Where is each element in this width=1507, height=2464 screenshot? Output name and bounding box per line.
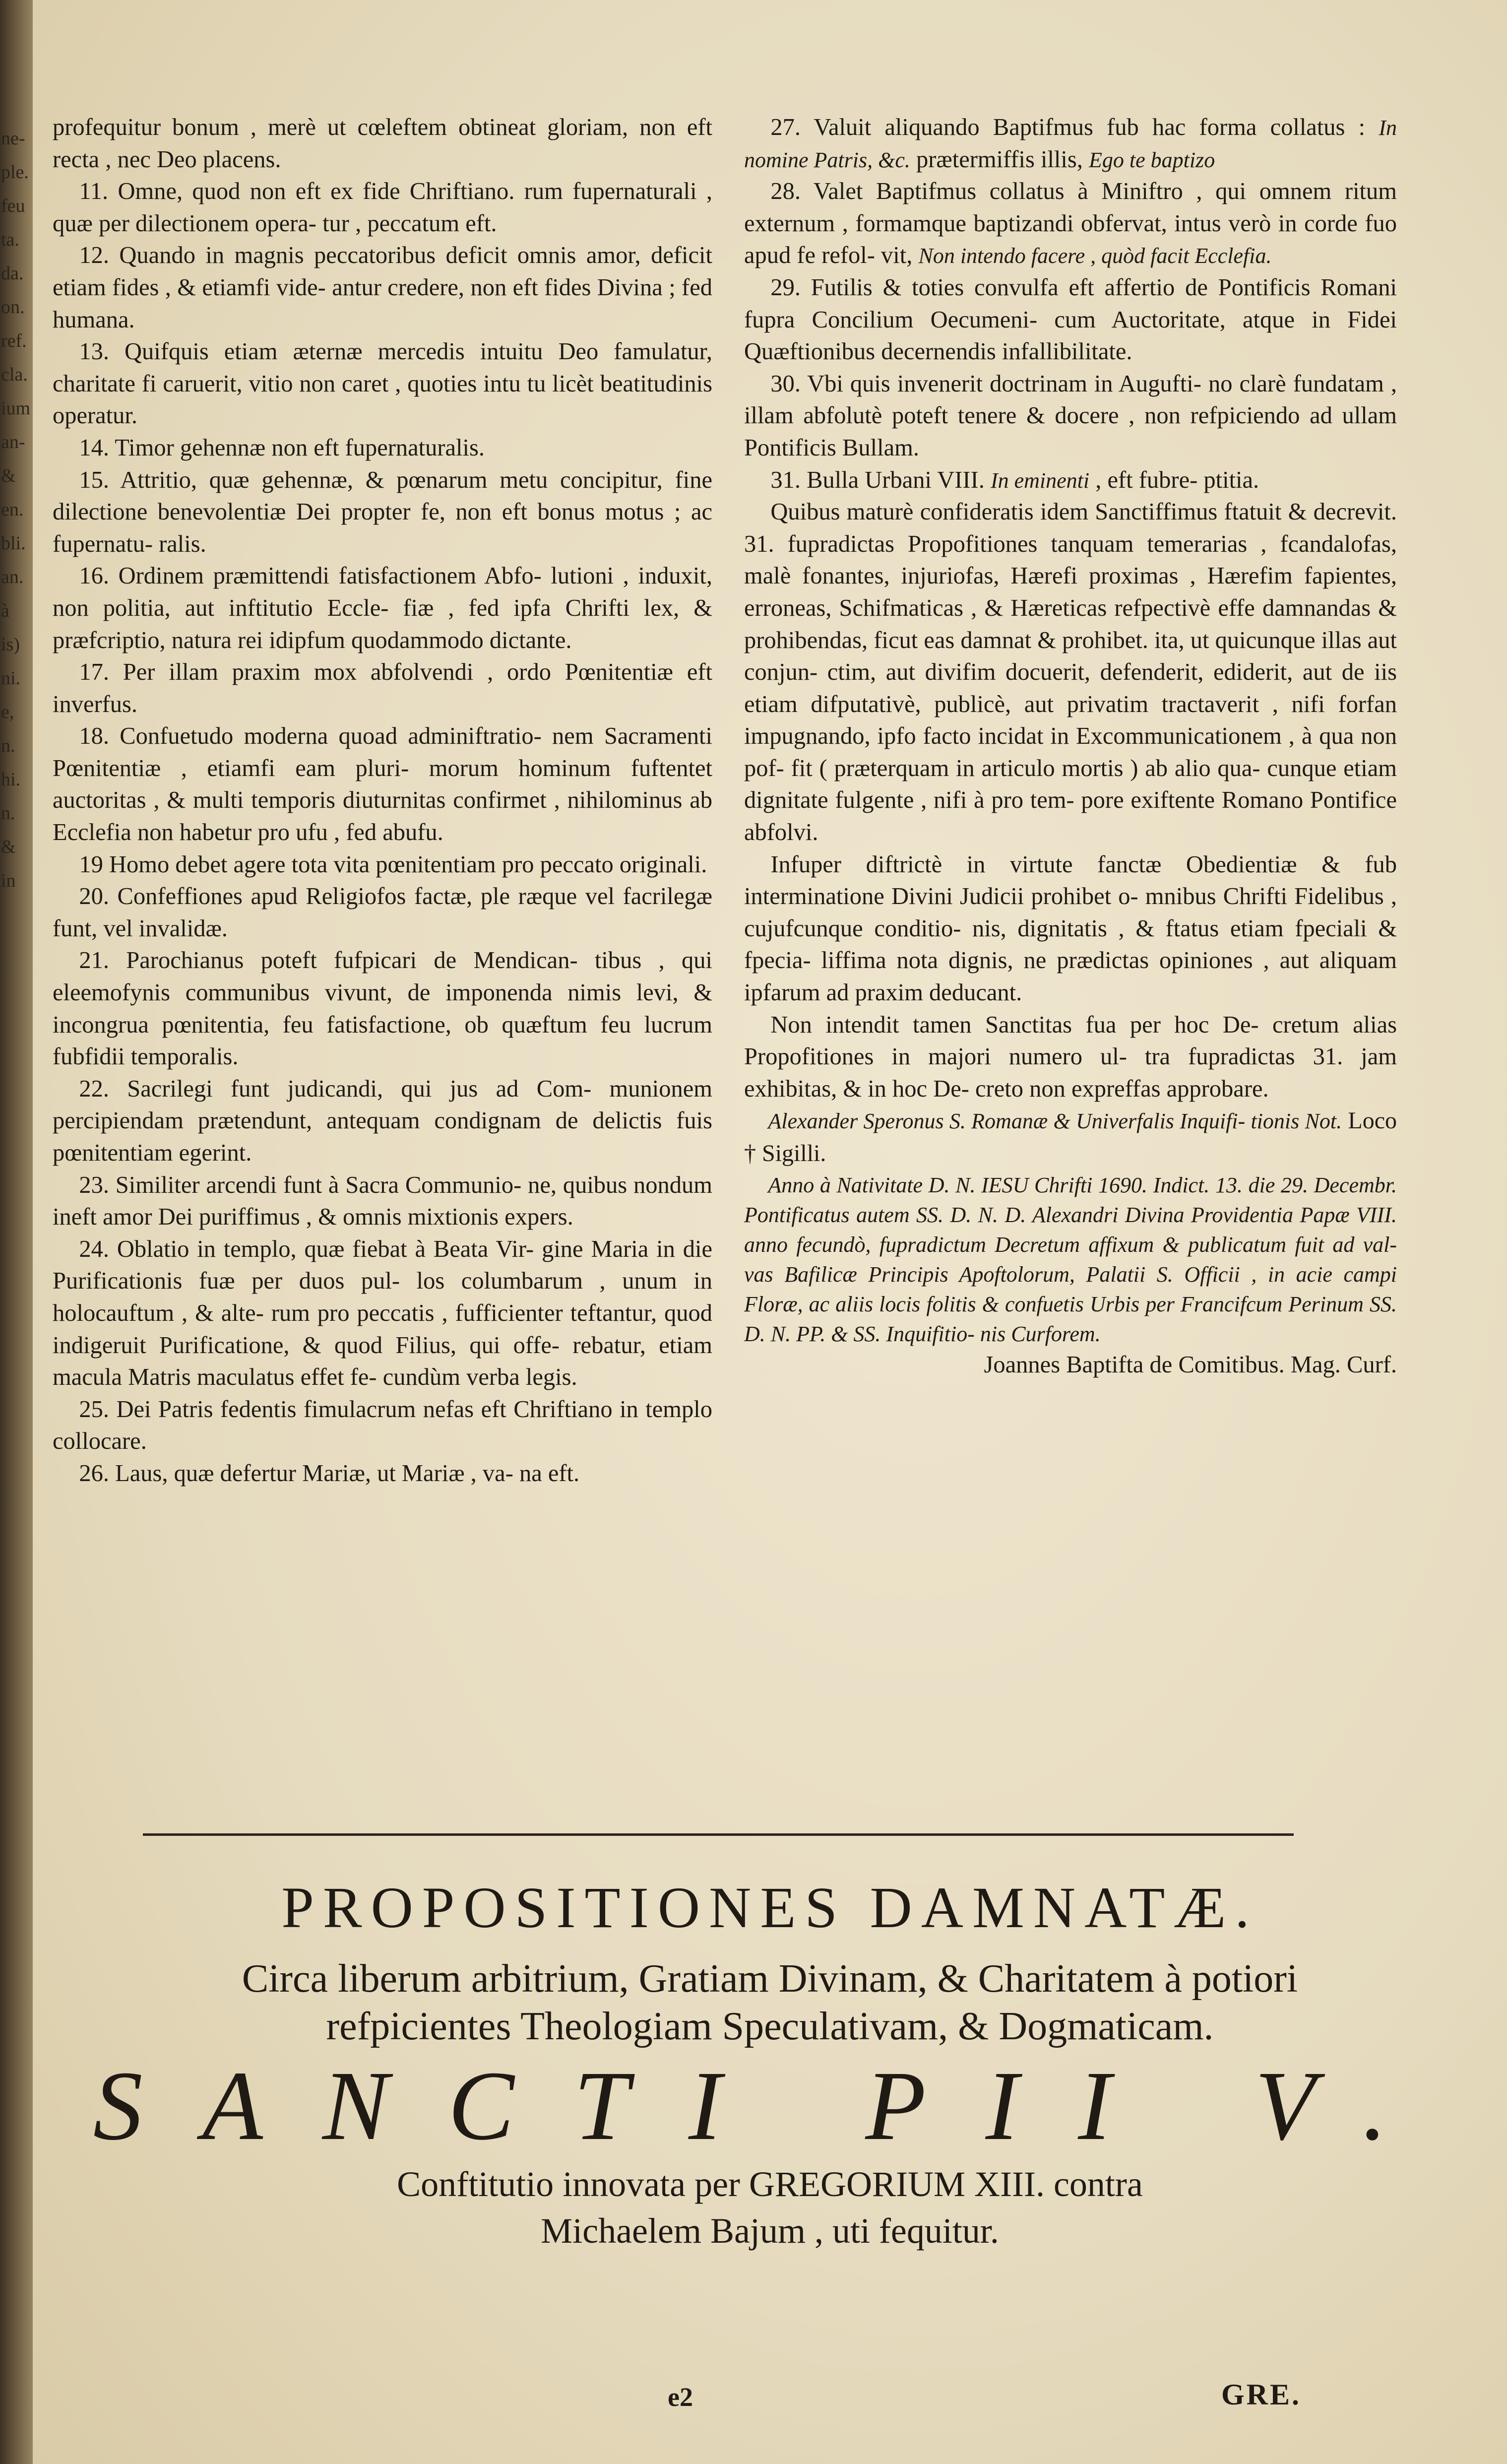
proposition-paragraph: 24. Oblatio in templo, quæ fiebat à Beata Vir- gine Maria in die Purificationis fuæ per duos pul- los columbarum , unum in holocauftum , & alte- rum pro peccatis , fufficienter teftantur, quod indigeruit Purificatione, & quod Filius, qui offe- rebatur, etiam macula Matris maculatus effet fe- cundùm verba legis. [53, 1235, 712, 1391]
proposition-paragraph: 19 Homo debet agere tota vita pœnitentiam pro peccato originali. [79, 851, 707, 878]
decree-paragraph: Quibus maturè confideratis idem Sanctiffimus ftatuit & decrevit. 31. fupradictas Propofitiones tanquam temerarias , fcandalofas, malè fonantes, injuriofas, Hærefi proximas , Hærefim fapientes, erroneas, Schifmaticas , & Hæreticas refpectivè effe damnandas & prohibendas, ficut eas damnat & prohibet. ita, ut quicunque illas aut conjun- ctim, aut divifim docuerit, defenderit, ediderit, aut de iis etiam difputativè, publicè, aut privatim tractaverit , nifi forfan impugnando, ipfo facto incidat in Excommunicationem , à qua non pof- fit ( præterquam in articulo mortis ) ab alio qua- cunque etiam dignitate fulgente , nifi à pro tem- pore exiftente Romano Pontifice abfolvi. [744, 499, 1397, 846]
margin-fragment: à [1, 600, 9, 621]
margin-fragment: e, [1, 702, 14, 722]
margin-fragment: is) [1, 634, 20, 655]
proposition-paragraph: 16. Ordinem præmittendi fatisfactionem Abfo- lutioni , induxit, non politia, aut inftitutio Eccle- fiæ , fed ipfa Chrifti lex, & præfcriptio, natura rei idipfum quodammodo dictante. [53, 563, 712, 653]
section-divider [143, 1833, 1294, 1836]
margin-fragment: ium [1, 398, 31, 419]
proposition-paragraph: 14. Timor gehennæ non eft fupernaturalis. [79, 434, 485, 461]
margin-fragment: hi. [1, 769, 21, 790]
catchword: GRE. [1221, 2378, 1302, 2411]
proposition-paragraph: 13. Quifquis etiam æternæ mercedis intuitu Deo famulatur, charitate fi caruerit, vitio non caret , quoties intu tu licèt beatitudinis operatur. [53, 338, 712, 429]
previous-page-margin [0, 0, 33, 2464]
prohibition-paragraph: Infuper diftrictè in virtute fanctæ Obedientiæ & fub interminatione Divini Judicii prohibet o- mnibus Chrifti Fidelibus , cujufcunque conditio- nis, dignitatis , & ftatus etiam fpeciali & fpecia- liffima nota dignis, ne prædictas opiniones , aut aliquam ipfarum ad praxim deducant. [744, 851, 1397, 1006]
margin-fragment: ta. [1, 229, 19, 250]
proposition-31: 31. Bulla Urbani VIII. In eminenti , eft fubre- ptitia. [770, 466, 1259, 493]
margin-fragment: & [1, 837, 16, 857]
proposition-paragraph: 20. Confeffiones apud Religiofos factæ, ple ræque vel facrilegæ funt, vel invalidæ. [53, 883, 712, 942]
proposition-28: 28. Valet Baptifmus collatus à Miniftro , qui omnem ritum externum , formamque baptizandi obfervat, intus verò in corde fuo apud fe refol- vit, Non intendo facere , quòd facit Ecclefia. [744, 178, 1397, 269]
cursor-signature: Joannes Baptifta de Comitibus. Mag. Curf. [984, 1351, 1397, 1378]
margin-fragment: en. [1, 499, 24, 520]
margin-fragment: bli. [1, 533, 26, 554]
proposition-29: 29. Futilis & toties convulfa eft affertio de Pontificis Romani fupra Concilium Oecumeni- cum Auctoritate, atque in Fidei Quæftionibus decernendis infallibilitate. [744, 274, 1397, 365]
proposition-paragraph: 26. Laus, quæ defertur Mariæ, ut Mariæ , va- na eft. [79, 1460, 580, 1487]
proposition-paragraph: profequitur bonum , merè ut cœleftem obtineat gloriam, non eft recta , nec Deo placens. [53, 114, 712, 173]
margin-fragment: an- [1, 432, 25, 453]
margin-fragment: ne- [1, 128, 25, 149]
margin-fragment: cla. [1, 364, 28, 385]
margin-fragment: in [1, 870, 16, 891]
left-column [53, 112, 712, 1490]
pope-heading: SANCTI PII V. [93, 2051, 1447, 2161]
margin-fragment: ple. [1, 162, 29, 183]
notary-signature: Alexander Speronus S. Romanæ & Univerfalis Inquifi- tionis Not. Loco † Sigilli. [744, 1107, 1397, 1167]
publication-date-block: Anno à Nativitate D. N. IESU Chrifti 1690. Indict. 13. die 29. Decembr. Pontificatus autem SS. D. N. D. Alexandri Divina Providentia Papæ VIII. anno fecundò, fupradictum Decretum affixum & publicatum fuit ad val- vas Bafilicæ Principis Apoftolorum, Palatii S. Officii , in acie campi Floræ, ac aliis locis folitis & confuetis Urbis per Francifcum Perinum SS. D. N. PP. & SS. Inquifitio- nis Curforem. [744, 1172, 1397, 1346]
margin-fragment: on. [1, 297, 25, 318]
section-title: PROPOSITIONES DAMNATÆ. [281, 1875, 1258, 1940]
page [33, 0, 1507, 2464]
margin-fragment: n. [1, 735, 15, 756]
margin-fragment: & [1, 465, 16, 486]
proposition-27: 27. Valuit aliquando Baptifmus fub hac forma collatus : In nomine Patris, &c. prætermiffis illis, Ego te baptizo [744, 114, 1397, 173]
proposition-paragraph: 18. Confuetudo moderna quoad adminiftratio- nem Sacramenti Pœnitentiæ , etiamfi eam pluri- morum hominum fuftentet auctoritas , & multi temporis diuturnitas confirmet , nihilominus ab Ecclefia non habetur pro ufu , fed abufu. [53, 723, 712, 846]
proposition-paragraph: 21. Parochianus poteft fufpicari de Mendican- tibus , qui eleemofynis communibus vivunt, de imponenda nimis levi, & incongrua pœnitentia, feu fatisfactione, ob quæftum feu lucrum fubfidii temporalis. [53, 947, 712, 1070]
section-subtitle: Circa liberum arbitrium, Gratiam Divinam, & Charitatem à potiori refpicientes Theologiam Speculativam, & Dogmaticam. [242, 1957, 1298, 2048]
proposition-paragraph: 25. Dei Patris fedentis fimulacrum nefas eft Chriftiano in templo collocare. [53, 1396, 712, 1455]
margin-fragment: n. [1, 803, 15, 824]
constitution-heading: Conftitutio innovata per GREGORIUM XIII. contra Michaelem Bajum , uti fequitur. [397, 2164, 1143, 2251]
proposition-paragraph: 11. Omne, quod non eft ex fide Chriftiano. rum fupernaturali , quæ per dilectionem opera- tur , peccatum eft. [53, 178, 712, 237]
margin-fragment: ni. [1, 668, 21, 689]
proposition-paragraph: 23. Similiter arcendi funt à Sacra Communio- ne, quibus nondum ineft amor Dei puriffimus , & omnis mixtionis expers. [53, 1171, 712, 1231]
margin-fragment: an. [1, 567, 24, 587]
proposition-paragraph: 12. Quando in magnis peccatoribus deficit omnis amor, deficit etiam fides , & etiamfi vide- antur credere, non eft fides Divina ; fed humana. [53, 242, 712, 333]
proposition-paragraph: 22. Sacrilegi funt judicandi, qui jus ad Com- munionem percipiendam prætendunt, antequam condignam de delictis fuis pœnitentiam egerint. [53, 1075, 712, 1166]
margin-fragment: ref. [1, 330, 27, 351]
margin-fragment: da. [1, 263, 24, 284]
proposition-30: 30. Vbi quis invenerit doctrinam in Augufti- no clarè fundatam , illam abfolutè poteft tenere & docere , non refpiciendo ad ullam Pontificis Bullam. [744, 370, 1397, 461]
proposition-paragraph: 17. Per illam praxim mox abfolvendi , ordo Pœnitentiæ eft inverfus. [53, 659, 712, 717]
proposition-paragraph: 15. Attritio, quæ gehennæ, & pœnarum metu concipitur, fine dilectione benevolentiæ Dei propter fe, non eft bonus motus ; ac fupernatu- ralis. [53, 466, 712, 557]
signature-mark: e2 [668, 2382, 693, 2412]
non-approval-paragraph: Non intendit tamen Sanctitas fua per hoc De- cretum alias Propofitiones in majori numero ul- tra fupradictas 31. jam exhibitas, & in hoc De- creto non expreffas approbare. [744, 1011, 1397, 1102]
right-column [744, 112, 1397, 1381]
margin-fragment: feu [1, 195, 25, 216]
